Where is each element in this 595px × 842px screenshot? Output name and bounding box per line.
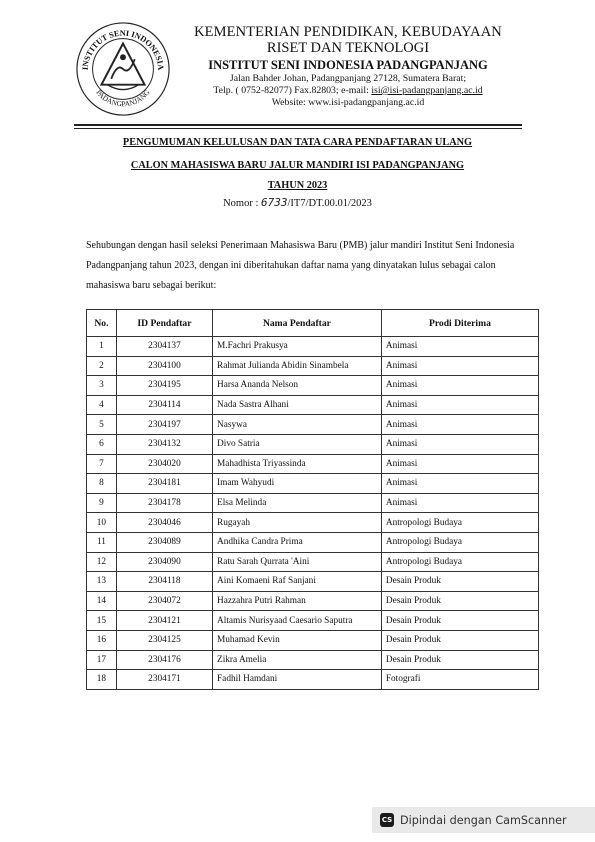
camscanner-text: Dipindai dengan CamScanner (400, 813, 567, 827)
table-row (87, 630, 539, 650)
cell-nama-pendaftar: Rahmat Julianda Abidin Sinambela (213, 356, 382, 376)
isi-padangpanjang-seal-icon (74, 20, 172, 118)
cell-prodi-diterima: Animasi (381, 356, 538, 376)
ministry-line-1: KEMENTERIAN PENDIDIKAN, KEBUDAYAAN (194, 24, 502, 40)
table-row (87, 434, 539, 454)
cell-id-pendaftar: 2304176 (116, 650, 212, 670)
nomor-handwritten: 6733 (261, 196, 288, 209)
admission-table (86, 309, 539, 690)
document-title-line-2: CALON MAHASISWA BARU JALUR MANDIRI ISI PADANGPANJANG (130, 160, 465, 171)
cell-no: 7 (87, 454, 117, 474)
header-id-pendaftar: ID Pendaftar (116, 310, 212, 337)
cell-no: 15 (87, 611, 117, 631)
cell-id-pendaftar: 2304100 (116, 356, 212, 376)
cell-nama-pendaftar: Muhamad Kevin (213, 630, 382, 650)
cell-id-pendaftar: 2304181 (116, 474, 212, 494)
cell-prodi-diterima: Animasi (381, 434, 538, 454)
table-row (87, 376, 539, 396)
camscanner-watermark (372, 807, 595, 833)
cell-nama-pendaftar: Altamis Nurisyaad Caesario Saputra (213, 611, 382, 631)
cell-id-pendaftar: 2304171 (116, 670, 212, 690)
cell-nama-pendaftar: Elsa Melinda (213, 493, 382, 513)
letterhead-divider-thin (74, 128, 522, 129)
nomor-suffix: /IT7/DT.00.01/2023 (287, 198, 372, 209)
cell-prodi-diterima: Antropologi Budaya (381, 532, 538, 552)
cell-id-pendaftar: 2304137 (116, 337, 212, 357)
cell-no: 18 (87, 670, 117, 690)
cell-id-pendaftar: 2304020 (116, 454, 212, 474)
nomor-label: Nomor : (223, 198, 262, 209)
table-row (87, 415, 539, 435)
cell-no: 4 (87, 395, 117, 415)
cell-no: 8 (87, 474, 117, 494)
cell-nama-pendaftar: Hazzahra Putri Rahman (213, 591, 382, 611)
cell-prodi-diterima: Desain Produk (381, 650, 538, 670)
cell-no: 1 (87, 337, 117, 357)
contact-phone-fax: Telp. ( 0752-82077) Fax.82803; e-mail: (213, 85, 372, 96)
cell-nama-pendaftar: M.Fachri Prakusya (213, 337, 382, 357)
document-title-year: TAHUN 2023 (267, 180, 328, 191)
cell-id-pendaftar: 2304089 (116, 532, 212, 552)
cell-no: 2 (87, 356, 117, 376)
cell-no: 6 (87, 434, 117, 454)
cell-prodi-diterima: Fotografi (381, 670, 538, 690)
table-row (87, 395, 539, 415)
cell-id-pendaftar: 2304125 (116, 630, 212, 650)
table-row (87, 513, 539, 533)
cell-prodi-diterima: Desain Produk (381, 611, 538, 631)
cell-id-pendaftar: 2304046 (116, 513, 212, 533)
cell-nama-pendaftar: Aini Komaeni Raf Sanjani (213, 572, 382, 592)
table-row (87, 591, 539, 611)
table-header-row (87, 310, 539, 337)
cell-id-pendaftar: 2304090 (116, 552, 212, 572)
header-nama-pendaftar: Nama Pendaftar (213, 310, 382, 337)
cell-id-pendaftar: 2304072 (116, 591, 212, 611)
camscanner-logo-icon: CS (380, 813, 394, 827)
cell-no: 9 (87, 493, 117, 513)
cell-nama-pendaftar: Andhika Candra Prima (213, 532, 382, 552)
cell-nama-pendaftar: Fadhil Hamdani (213, 670, 382, 690)
table-body (87, 337, 539, 690)
cell-no: 16 (87, 630, 117, 650)
header-prodi-diterima: Prodi Diterima (381, 310, 538, 337)
table-row (87, 552, 539, 572)
letterhead-text (178, 24, 518, 109)
table-row (87, 572, 539, 592)
cell-prodi-diterima: Desain Produk (381, 591, 538, 611)
institution-name: INSTITUT SENI INDONESIA PADANGPANJANG (208, 58, 488, 72)
header-no: No. (87, 310, 117, 337)
cell-no: 5 (87, 415, 117, 435)
cell-id-pendaftar: 2304121 (116, 611, 212, 631)
table-row (87, 493, 539, 513)
cell-id-pendaftar: 2304197 (116, 415, 212, 435)
cell-prodi-diterima: Desain Produk (381, 630, 538, 650)
cell-nama-pendaftar: Imam Wahyudi (213, 474, 382, 494)
cell-prodi-diterima: Animasi (381, 454, 538, 474)
cell-no: 14 (87, 591, 117, 611)
seal-text-bottom: PADANGPANJANG (94, 87, 152, 109)
letterhead-divider-thick (74, 124, 522, 126)
ministry-line-2: RISET DAN TEKNOLOGI (266, 40, 430, 56)
website-line: Website: www.isi-padangpanjang.ac.id (271, 97, 425, 108)
cell-id-pendaftar: 2304178 (116, 493, 212, 513)
table-row (87, 611, 539, 631)
cell-nama-pendaftar: Nasywa (213, 415, 382, 435)
cell-nama-pendaftar: Mahadhista Triyassinda (213, 454, 382, 474)
document-title-line-1: PENGUMUMAN KELULUSAN DAN TATA CARA PENDAFTARAN ULANG (122, 137, 473, 148)
table-row (87, 532, 539, 552)
cell-prodi-diterima: Antropologi Budaya (381, 552, 538, 572)
cell-id-pendaftar: 2304118 (116, 572, 212, 592)
cell-prodi-diterima: Desain Produk (381, 572, 538, 592)
cell-prodi-diterima: Animasi (381, 474, 538, 494)
cell-nama-pendaftar: Divo Satria (213, 434, 382, 454)
cell-prodi-diterima: Antropologi Budaya (381, 513, 538, 533)
table-row (87, 337, 539, 357)
cell-nama-pendaftar: Nada Sastra Alhani (213, 395, 382, 415)
email-link[interactable]: isi@isi-padangpanjang.ac.id (371, 85, 483, 96)
table-row (87, 650, 539, 670)
table-row (87, 670, 539, 690)
cell-no: 10 (87, 513, 117, 533)
contact-line (178, 85, 518, 97)
cell-nama-pendaftar: Zikra Amelia (213, 650, 382, 670)
cell-nama-pendaftar: Harsa Ananda Nelson (213, 376, 382, 396)
cell-prodi-diterima: Animasi (381, 395, 538, 415)
cell-no: 11 (87, 532, 117, 552)
cell-id-pendaftar: 2304195 (116, 376, 212, 396)
intro-paragraph: Sehubungan dengan hasil seleksi Penerimaan Mahasiswa Baru (PMB) jalur mandiri Institut Seni Indonesia Padangpanjang tahun 2023, dengan ini diberitahukan daftar nama yang dinyatakan lulus sebagai calon mahasiswa baru sebagai berikut: (86, 240, 515, 291)
document-number (40, 196, 555, 209)
cell-no: 13 (87, 572, 117, 592)
table-row (87, 474, 539, 494)
address-line: Jalan Bahder Johan, Padangpanjang 27128, Sumatera Barat; (229, 73, 467, 84)
cell-no: 3 (87, 376, 117, 396)
cell-no: 12 (87, 552, 117, 572)
cell-prodi-diterima: Animasi (381, 376, 538, 396)
cell-nama-pendaftar: Ratu Sarah Qurrata 'Aini (213, 552, 382, 572)
table-row (87, 454, 539, 474)
svg-text:PADANGPANJANG (94, 87, 152, 108)
cell-nama-pendaftar: Rugayah (213, 513, 382, 533)
cell-prodi-diterima: Animasi (381, 337, 538, 357)
cell-id-pendaftar: 2304114 (116, 395, 212, 415)
table-row (87, 356, 539, 376)
seal-text-top: INSTITUT SENI INDONESIA (80, 28, 166, 71)
cell-prodi-diterima: Animasi (381, 415, 538, 435)
cell-prodi-diterima: Animasi (381, 493, 538, 513)
cell-id-pendaftar: 2304132 (116, 434, 212, 454)
cell-no: 17 (87, 650, 117, 670)
